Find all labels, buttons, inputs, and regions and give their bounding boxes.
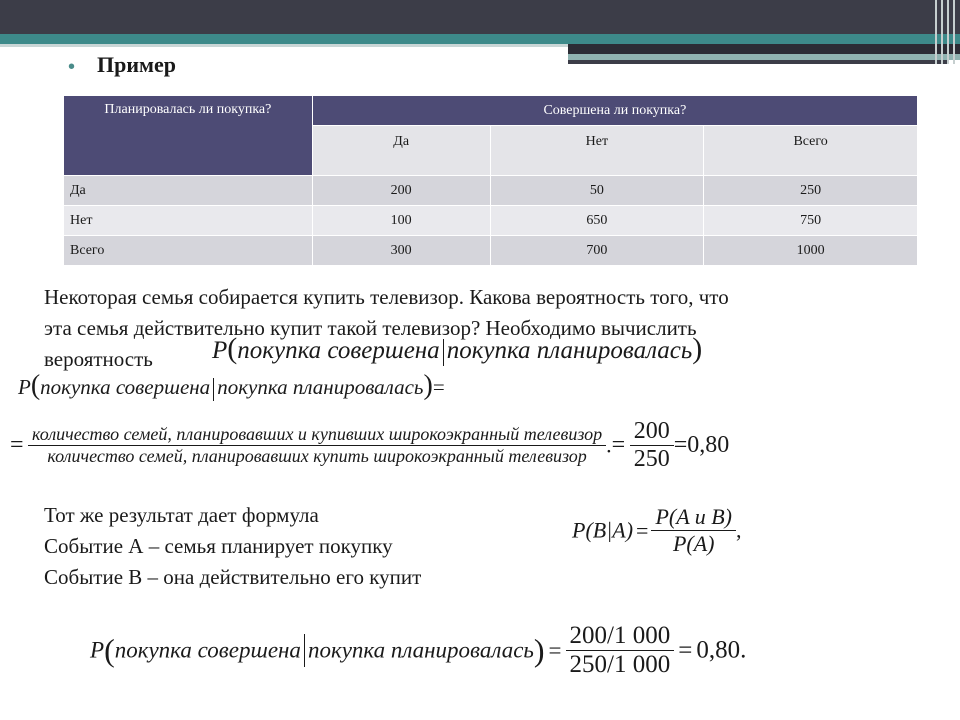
event-planned: покупка планировалась	[446, 337, 693, 364]
column-header-no: Нет	[490, 126, 704, 176]
final-formula: P(покупка совершена покупка планировалась) = $\frac{200/1 000}{250/1 000}$ = 0,80.	[90, 622, 747, 678]
result-value: 0,80	[687, 432, 730, 458]
table-cell: 300	[312, 236, 490, 266]
prob-symbol: P	[18, 375, 31, 399]
table-row	[64, 206, 918, 236]
fraction-denominator: 250	[630, 445, 674, 473]
table-cell: 750	[704, 206, 918, 236]
equals-sign: =	[548, 637, 562, 663]
condition-bar	[213, 378, 214, 401]
table-row	[64, 176, 918, 206]
equals-sign: =	[678, 636, 693, 664]
fraction-numerator: P(A и B)	[655, 504, 733, 529]
event-b-line: Событие В – она действительно его купит	[44, 565, 422, 589]
table-row	[64, 236, 918, 266]
table-cell: 50	[490, 176, 704, 206]
equals-sign: =	[673, 432, 688, 458]
prob-symbol: P	[212, 337, 228, 364]
column-group-header: Совершена ли покупка?	[312, 96, 917, 126]
word-fraction	[28, 424, 606, 467]
paragraph-line: вероятность	[44, 347, 153, 371]
accent-stripe-bottom	[568, 60, 948, 64]
numeric-fraction	[630, 418, 674, 473]
probability-expression: P(покупка совершена покупка планировалась)	[212, 332, 703, 365]
column-header-yes: Да	[312, 126, 490, 176]
corner-lines-decoration	[933, 0, 960, 64]
formula-lhs: P(B|A)	[572, 517, 634, 543]
title-bar-dark	[0, 0, 960, 34]
contingency-table	[63, 95, 918, 266]
table-cell: 250	[704, 176, 918, 206]
equals-sign: =	[432, 375, 445, 399]
conditional-probability-lhs: P(покупка совершена покупка планировалась)=	[18, 370, 445, 401]
table-cell: 650	[490, 206, 704, 236]
column-header-total: Всего	[704, 126, 918, 176]
event-bought: покупка совершена	[114, 637, 301, 663]
slide-heading: Пример	[97, 52, 177, 77]
table-cell: 1000	[704, 236, 918, 266]
fraction-numerator: 200/1 000	[569, 622, 671, 649]
accent-stripe-dark	[568, 44, 960, 54]
conditional-probability-formula: P(B|A) = $\frac{\text{P(A и B)}}{P(A)}$ ,	[572, 504, 742, 556]
table-cell: 100	[312, 206, 490, 236]
event-planned: покупка планировалась	[217, 375, 424, 399]
prob-symbol: P	[90, 637, 105, 663]
fraction-denominator: количество семей, планировавших купить широкоэкранный телевизор	[28, 445, 606, 467]
condition-bar	[304, 634, 305, 666]
title-bar-teal	[0, 34, 960, 44]
equals-sign: =	[611, 432, 626, 458]
equals-sign: =	[10, 432, 24, 458]
row-label: Нет	[64, 206, 313, 236]
row-label: Да	[64, 176, 313, 206]
fraction-numerator: 200	[633, 418, 670, 444]
bullet-icon: •	[68, 56, 76, 78]
word-fraction-formula: = количество семей, планировавших и купивших широкоэкранный телевизор количество семей, планировавших купить широкоэкранный телевизор .= $\frac{200}{250}$ =0,80	[10, 418, 730, 472]
equals-sign: =	[636, 517, 649, 543]
table-cell: 200	[312, 176, 490, 206]
condition-bar	[443, 339, 444, 367]
final-result: 0,80.	[696, 636, 747, 664]
paragraph-line: эта семья действительно купит такой телевизор? Необходимо вычислить	[44, 316, 697, 340]
event-bought: покупка совершена	[237, 337, 440, 364]
final-fraction	[566, 622, 675, 679]
event-a-line: Событие А – семья планирует покупку	[44, 534, 393, 558]
formula-intro-line: Тот же результат дает формула	[44, 503, 319, 527]
event-planned: покупка планировалась	[307, 637, 534, 663]
fraction-numerator: количество семей, планировавших и купивших широкоэкранный телевизор	[32, 424, 603, 444]
paragraph-line: Некоторая семья собирается купить телевизор. Какова вероятность того, что	[44, 285, 729, 309]
row-header-cell: Планировалась ли покупка?	[64, 96, 313, 176]
event-definitions	[44, 500, 421, 593]
row-label: Всего	[64, 236, 313, 266]
table-cell: 700	[490, 236, 704, 266]
fraction-denominator: P(A)	[651, 530, 736, 557]
probability-fraction	[651, 504, 736, 557]
event-bought: покупка совершена	[40, 375, 211, 399]
fraction-denominator: 250/1 000	[566, 650, 675, 679]
